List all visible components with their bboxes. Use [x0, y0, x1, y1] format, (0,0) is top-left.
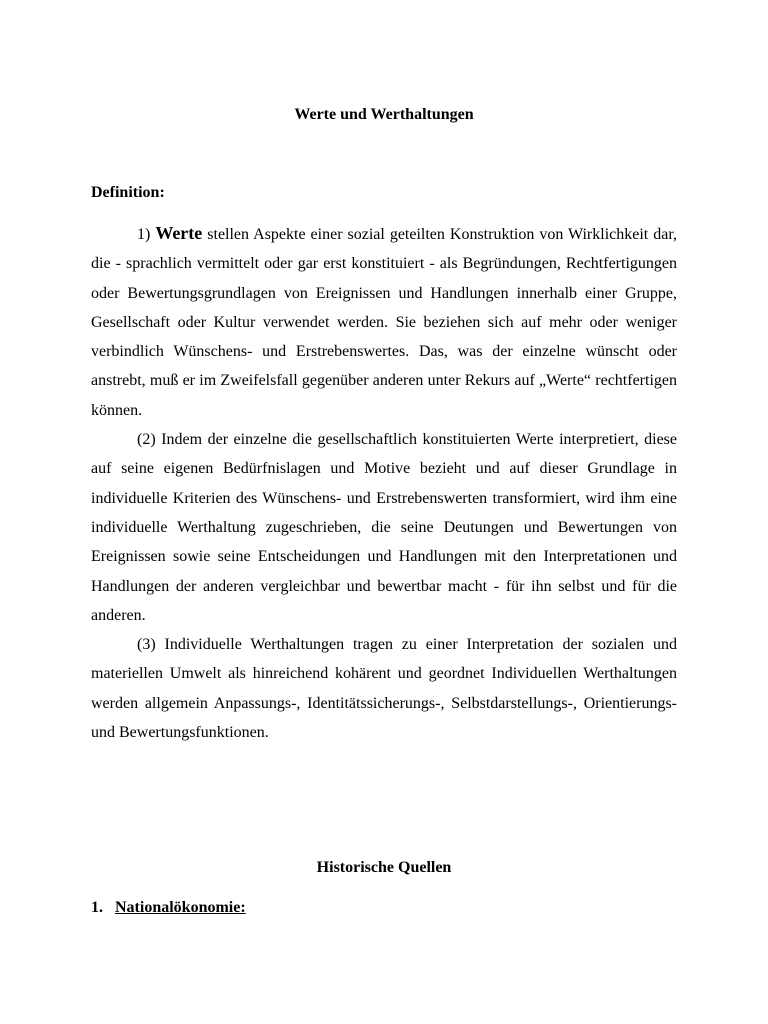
paragraph-3: (3) Individuelle Werthaltungen tragen zu einer Interpretation der sozialen und materiellen Umwelt als hinreichend kohärent und geordnet Individuellen Werthaltungen werden allgemein Anpassungs-, Identitätssicherungs-, Selbstdarstellungs-, Orientierungs- und Bewertungsfunktionen. — [91, 636, 677, 742]
definition-body — [91, 219, 677, 747]
paragraph-1-text: stellen Aspekte einer sozial geteilten Konstruktion von Wirklichkeit dar, die - sprachlich vermittelt oder gar erst konstituiert - als Begründungen, Rechtfertigungen oder Bewertungsgrundlagen von Ereignissen und Handlungen innerhalb einer Gruppe, Gesellschaft oder Kultur verwendet werden. Sie beziehen sich auf mehr oder weniger verbindlich Wünschens- und Erstrebenswertes. Das, was der einzelne wünscht oder anstrebt, muß er im Zweifelsfall gegenüber anderen unter Rekurs auf „Werte“ rechtfertigen können. — [91, 226, 677, 419]
list-item-number: 1. — [91, 899, 103, 916]
paragraph-1-bold-term: Werte — [155, 223, 203, 243]
document-title: Werte und Werthaltungen — [294, 106, 474, 123]
sources-heading: Historische Quellen — [316, 859, 452, 876]
paragraph-1 — [91, 219, 677, 425]
list-item-label: Nationalökonomie: — [115, 899, 246, 916]
list-item-heading — [91, 897, 246, 919]
definition-heading: Definition: — [91, 184, 165, 201]
paragraph-2: (2) Indem der einzelne die gesellschaftlich konstituierten Werte interpretiert, diese auf seine eigenen Bedürfnislagen und Motive bezieht und auf dieser Grundlage in individuelle Kriterien des Wünschens- und Erstrebenswerten transformiert, wird ihm eine individuelle Werthaltung zugeschrieben, die seine Deutungen und Bewertungen von Ereignissen sowie seine Entscheidungen und Handlungen mit den Interpretationen und Handlungen der anderen vergleichbar und bewertbar macht - für ihn selbst und für die anderen. — [91, 431, 677, 624]
paragraph-1-lead: 1) — [137, 226, 156, 243]
